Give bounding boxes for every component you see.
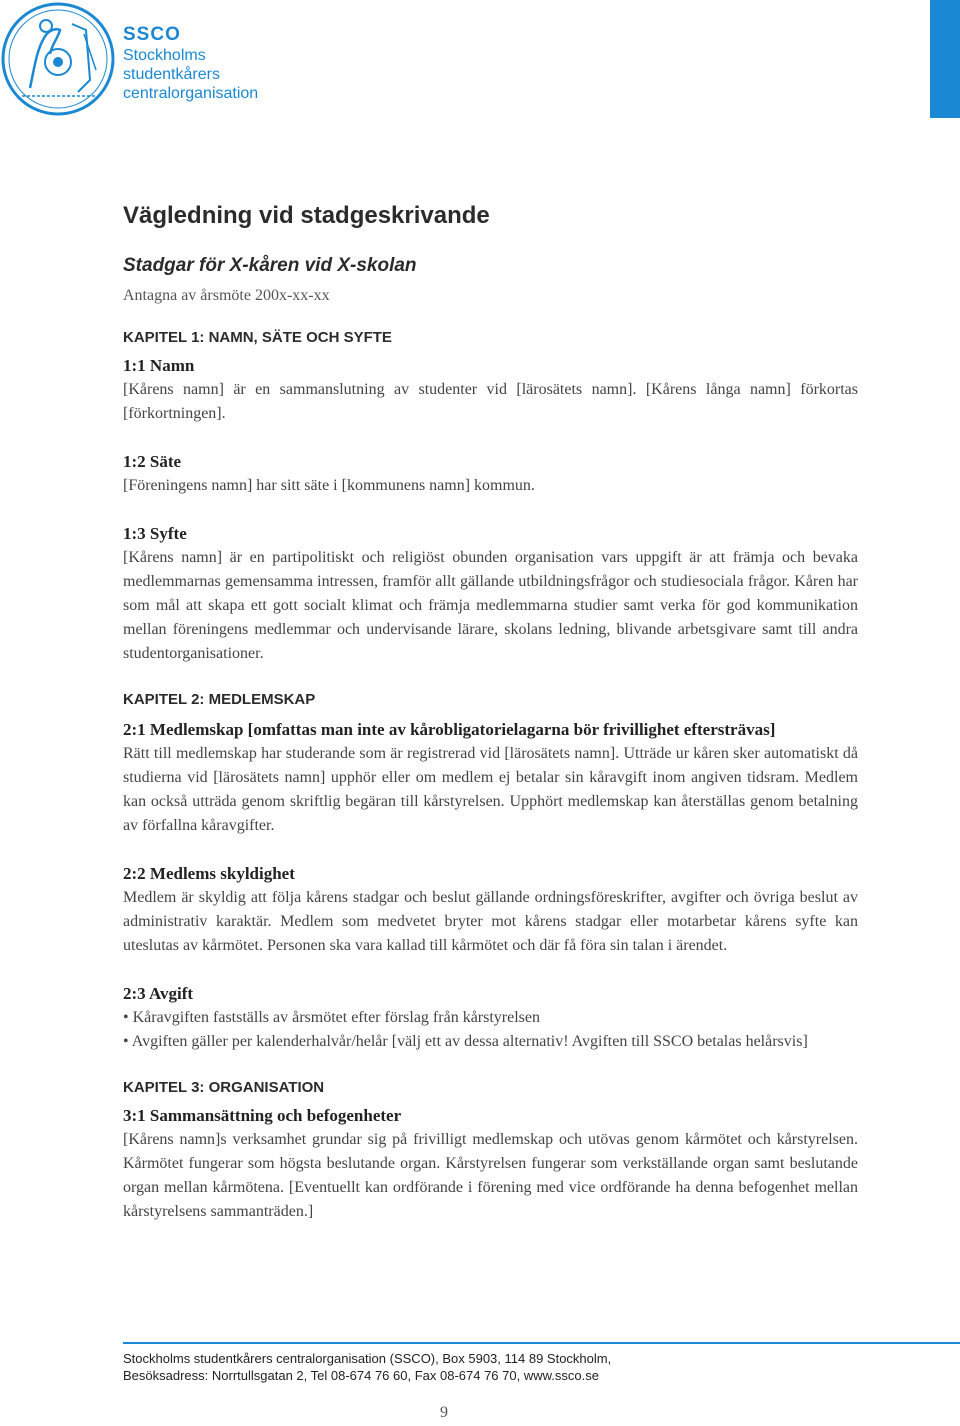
document-subtitle: Stadgar för X-kåren vid X-skolan [123,255,417,276]
section-2-2-title: 2:2 Medlems skyldighet [123,864,295,883]
org-name-line-2: studentkårers [123,66,220,83]
page-footer [123,1342,960,1384]
section-1-1-text: [Kårens namn] är en sammanslutning av studenter vid [lärosätets namn]. [Kårens långa namn] förkortas [förkortningen]. [123,381,858,422]
section-2-3-title: 2:3 Avgift [123,984,194,1003]
list-item: • Avgiften gäller per kalenderhalvår/helår [välj ett av dessa alternativ! Avgiften till SSCO betalas helårsvis] [123,1033,808,1050]
section-1-2-title: 1:2 Säte [123,452,182,471]
document-body [123,200,858,1224]
adopted-note: Antagna av årsmöte 200x-xx-xx [123,287,330,304]
org-name-line-1: Stockholms [123,47,206,64]
page-number: 9 [440,1404,448,1421]
organization-name [123,24,258,103]
ssco-seal-logo [0,0,118,118]
list-item: • Kåravgiften fastställs av årsmötet efter förslag från kårstyrelsen [123,1009,540,1026]
section-1-3-title: 1:3 Syfte [123,524,187,543]
chapter-3-heading: KAPITEL 3: ORGANISATION [123,1079,325,1096]
section-2-2-text: Medlem är skyldig att följa kårens stadgar och beslut gällande ordningsföreskrifter, avgifter och övriga beslut av administrativ karaktär. Medlem som medvetet bryter mot kårens stadgar eller motarbetar kårens syfte kan uteslutas av kårmötet. Personen ska vara kallad till kårmötet och där få föra sin talan i ärendet. [123,889,858,954]
section-1-1-title: 1:1 Namn [123,356,195,375]
section-3-1-title: 3:1 Sammansättning och befogenheter [123,1106,402,1125]
section-3-1-text: [Kårens namn]s verksamhet grundar sig på frivilligt medlemskap och utövas genom kårmötet och kårstyrelsen. Kårmötet fungerar som högsta beslutande organ. Kårstyrelsen fungerar som verkställande organ samt beslutande organ mellan kårmötena. [Eventuellt kan ordförande i förening med vice ordförande ha denna befogenhet mellan kårstyrelsens sammanträden.] [123,1131,858,1220]
document-title: Vägledning vid stadgeskrivande [123,202,490,229]
section-2-1-title: 2:1 Medlemskap [omfattas man inte av kårobligatorielagarna bör frivillighet eftersträvas] [123,720,776,739]
section-1-3-text: [Kårens namn] är en partipolitiskt och religiöst obunden organisation vars uppgift är att främja och bevaka medlemmarnas gemensamma intressen, framför allt gällande utbildningsfrågor och studiesociala frågor. Kåren har som mål att skapa ett gott socialt klimat och främja medlemmarna studier samt verka för god kommunikation mellan föreningens medlemmar och undervisande lärare, skolans ledning, blivande arbetsgivare samt till andra studentorganisationer. [123,549,858,662]
section-1-2-text: [Föreningens namn] har sitt säte i [kommunens namn] kommun. [123,477,535,494]
chapter-2-heading: KAPITEL 2: MEDLEMSKAP [123,691,316,708]
org-acronym: SSCO [123,24,181,45]
footer-contact-line: Besöksadress: Norrtullsgatan 2, Tel 08-674 76 60, Fax 08-674 76 70, www.ssco.se [123,1368,599,1383]
chapter-1-heading: KAPITEL 1: NAMN, SÄTE OCH SYFTE [123,329,392,346]
header-accent-bar [930,0,960,118]
fee-bullet-list [123,1006,858,1054]
footer-address-line: Stockholms studentkårers centralorganisation (SSCO), Box 5903, 114 89 Stockholm, [123,1351,612,1366]
org-name-line-3: centralorganisation [123,85,259,102]
section-2-1-text: Rätt till medlemskap har studerande som är registrerad vid [lärosätets namn]. Utträde ur kåren sker automatiskt då studierna vid [lärosätets namn] upphör eller om medlem ej betalar sin kåravgift inom angiven tidsram. Medlem kan också utträda genom skriftlig begäran till kårstyrelsen. Upphört medlemskap kan återställas genom betalning av förfallna kåravgifter. [123,745,858,834]
